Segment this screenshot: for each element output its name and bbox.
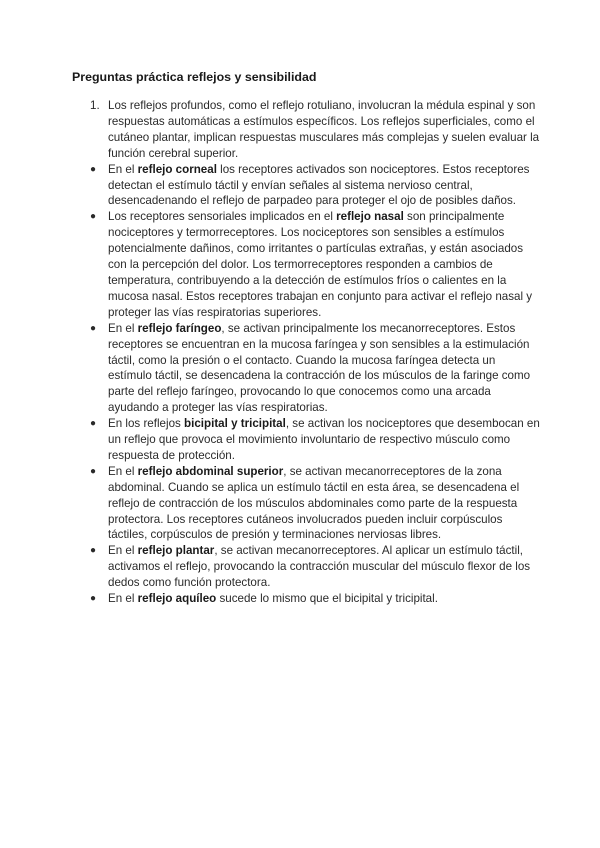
bullet-icon: ● <box>90 322 97 334</box>
document-title: Preguntas práctica reflejos y sensibilidad <box>72 70 317 84</box>
item-text-after: sucede lo mismo que el bicipital y tricipital. <box>216 592 438 606</box>
item-text: En el <box>108 592 138 606</box>
item-text: En los reflejos <box>108 417 185 431</box>
item-bold-text: reflejo faríngeo <box>137 321 222 335</box>
item-text-after: , se activan los nociceptores que desembocan en un reflejo que provoca el movimiento involuntario de respectivo músculo como respuesta de protección. <box>108 417 540 462</box>
item-bold-text: reflejo aquíleo <box>137 592 217 606</box>
list-item <box>72 209 542 320</box>
list-number: 1. <box>90 99 100 112</box>
list-item <box>72 321 542 416</box>
bullet-icon: ● <box>90 211 97 223</box>
bullet-icon: ● <box>90 418 97 430</box>
item-text: En el <box>108 464 138 478</box>
list-item <box>72 98 542 162</box>
item-bold-text: reflejo corneal <box>137 162 217 176</box>
item-bold-text: reflejo abdominal superior <box>137 464 284 478</box>
bullet-icon: ● <box>90 545 97 557</box>
item-text-after: son principalmente nociceptores y termorreceptores. Los nociceptores son sensibles a estímulos potencialmente dañinos, como irritantes o partículas extrañas, y están asociados con la percepción del dolor. Los termorreceptores responden a cambios de temperatura, contribuyendo a la detección de estímulos fríos o calientes en la mucosa nasal. Estos receptores trabajan en conjunto para activar el reflejo nasal y proteger las vías respiratorias superiores. <box>108 210 533 319</box>
list-item <box>72 162 542 210</box>
bullet-icon: ● <box>90 163 97 175</box>
item-text: En el <box>108 321 138 335</box>
bullet-icon: ● <box>90 465 97 477</box>
item-bold-text: reflejo nasal <box>336 210 404 224</box>
list-item <box>72 543 542 591</box>
item-text: En el <box>108 162 138 176</box>
item-text: En el <box>108 544 138 558</box>
item-bold-text: bicipital y tricipital <box>184 417 286 431</box>
list-item <box>72 464 542 544</box>
item-text: Los reflejos profundos, como el reflejo rotuliano, involucran la médula espinal y son respuestas automáticas a estímulos específicos. Los reflejos superficiales, como el cutáneo plantar, implican respuestas musculares más complejas y suelen evaluar la función cerebral superior. <box>108 99 540 160</box>
reflex-list <box>72 98 542 607</box>
list-item <box>72 591 542 607</box>
item-text-after: , se activan mecanorreceptores de la zona abdominal. Cuando se aplica un estímulo táctil en esta área, se desencadena el reflejo de contracción de los músculos abdominales como parte de la respuesta protectora. Los receptores cutáneos involucrados pueden incluir corpúsculos táctiles, corpúsculos de presión y terminaciones nerviosas libres. <box>108 464 520 542</box>
list-item <box>72 416 542 464</box>
bullet-icon: ● <box>90 593 97 605</box>
item-text-after: , se activan principalmente los mecanorreceptores. Estos receptores se encuentran en la mucosa faríngea y son sensibles a la estimulación táctil, como la presión o el contacto. Cuando la mucosa faríngea detecta un estímulo táctil, se desencadena la contracción de los músculos de la faringe como parte del reflejo faríngeo, provocando lo que conocemos como una arcada ayudando a proteger las vías respiratorias. <box>108 321 531 415</box>
item-bold-text: reflejo plantar <box>137 544 215 558</box>
item-text-after: los receptores activados son nociceptores. Estos receptores detectan el estímulo táctil y envían señales al sistema nervioso central, desencadenando el reflejo de parpadeo para proteger el ojo de posibles daños. <box>108 162 530 208</box>
item-text-after: , se activan mecanorreceptores. Al aplicar un estímulo táctil, activamos el reflejo, provocando la contracción muscular del músculo flexor de los dedos como función protectora. <box>108 544 531 590</box>
item-text: Los receptores sensoriales implicados en el <box>108 210 337 224</box>
